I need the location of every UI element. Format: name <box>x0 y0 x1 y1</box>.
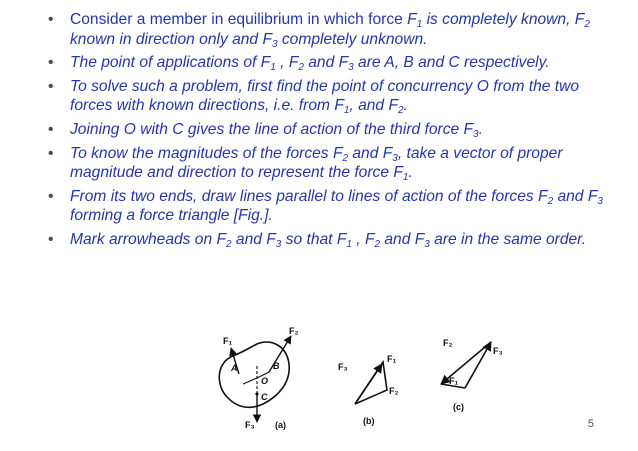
text-run: known in direction only and <box>70 30 263 48</box>
text-run: F <box>262 30 272 48</box>
caption-b: (b) <box>363 416 375 426</box>
figure-c <box>441 338 503 412</box>
label-b-f2: F₂ <box>389 386 399 396</box>
label-point-o: O <box>261 376 269 386</box>
subscript: 3 <box>392 152 398 164</box>
force-figure <box>205 322 505 434</box>
text-run: F <box>266 230 276 248</box>
bullet-dot: • <box>48 144 54 162</box>
text-run: F <box>414 230 425 248</box>
text-run: F <box>388 97 398 115</box>
text-run: are in the same order. <box>429 230 587 248</box>
text-run: F <box>382 144 393 162</box>
label-f3: F₃ <box>245 420 255 430</box>
text-run: are A, B and C respectively. <box>353 54 550 72</box>
subscript: 3 <box>275 238 282 250</box>
subscript: 2 <box>374 238 381 250</box>
text-run: completely unknown. <box>277 30 428 48</box>
label-f1: F₁ <box>223 336 233 346</box>
label-b-f1: F₁ <box>387 354 397 364</box>
bullet-item <box>48 120 618 140</box>
subscript: 1 <box>416 19 423 30</box>
text-run: F <box>334 97 344 115</box>
figure-a <box>219 326 298 430</box>
subscript: 1 <box>346 238 352 250</box>
text-run: Mark arrowheads on <box>70 230 217 248</box>
label-b-f3: F₃ <box>338 362 348 372</box>
subscript: 1 <box>402 172 409 184</box>
subscript: 2 <box>226 238 232 250</box>
bullet-dot: • <box>48 54 54 72</box>
text-run: F <box>336 230 347 248</box>
subscript: 1 <box>343 105 350 117</box>
text-run: F <box>538 187 548 205</box>
label-point-a: A <box>231 363 238 373</box>
text-run: F <box>463 120 474 138</box>
bullet-item <box>48 77 618 116</box>
bullet-item <box>48 53 618 73</box>
caption-c: (c) <box>453 402 464 412</box>
member-outline <box>219 342 289 407</box>
bullet-item <box>48 144 618 183</box>
label-f2: F₂ <box>289 326 299 336</box>
subscript: 3 <box>424 238 430 250</box>
text-run: F <box>393 164 403 182</box>
subscript: 3 <box>597 195 603 207</box>
label-c-f1: F₁ <box>449 376 459 386</box>
caption-a: (a) <box>275 420 286 430</box>
label-c-f2: F₂ <box>443 338 453 348</box>
text-run: F <box>587 187 598 205</box>
subscript: 3 <box>348 62 354 74</box>
bullet-dot: • <box>48 11 54 28</box>
bullet-item <box>48 10 618 49</box>
subscript: 3 <box>473 128 479 140</box>
bullet-dot: • <box>48 120 54 138</box>
subscript: 2 <box>397 105 404 117</box>
text-run: , and <box>349 97 389 115</box>
triangle-c-f3-arrow <box>465 342 491 388</box>
text-run: and <box>348 144 383 162</box>
text-run: F <box>574 11 585 28</box>
text-run: Consider a member in equilibrium in which force <box>70 11 408 28</box>
text-run: The point of applications of <box>70 54 261 72</box>
text-run: F <box>260 54 271 72</box>
text-run: and <box>553 187 588 205</box>
text-run: Joining O with C gives the line of action of the third force <box>70 120 464 138</box>
text-run: From its two ends, draw lines parallel to lines of action of the forces <box>70 187 539 205</box>
text-run: . <box>403 97 408 115</box>
text-run: F <box>332 144 343 162</box>
page-number: 5 <box>587 418 594 430</box>
label-point-b: B <box>273 361 280 371</box>
figure-b <box>338 354 399 426</box>
text-run: , take a vector of proper magnitude and direction to represent the force <box>70 144 563 182</box>
text-run: and <box>380 230 415 248</box>
text-run: To solve such a problem, first find the point of concurrency O from the two forces with known directions, i.e. from <box>70 77 580 115</box>
subscript: 2 <box>342 152 349 164</box>
point-c <box>255 392 258 395</box>
bullet-dot: • <box>48 77 54 95</box>
text-run: F <box>338 54 349 72</box>
text-run: F <box>364 230 375 248</box>
text-run: . <box>478 120 483 138</box>
text-run: F <box>216 230 227 248</box>
line-oa <box>243 378 257 384</box>
text-run: forming a force triangle [Fig.]. <box>70 207 273 225</box>
text-run: F <box>407 11 417 28</box>
subscript: 3 <box>271 38 278 50</box>
text-run: , <box>351 230 365 248</box>
bullet-dot: • <box>48 187 54 205</box>
text-run: is completely known, <box>422 11 575 28</box>
subscript: 2 <box>584 19 590 30</box>
bullet-item <box>48 187 618 226</box>
label-c-f3: F₃ <box>493 346 503 356</box>
bullet-item <box>48 230 618 250</box>
text-run: and <box>231 230 267 248</box>
text-run: and <box>303 54 339 72</box>
text-run: , <box>275 54 289 72</box>
label-point-c: C <box>261 392 268 402</box>
text-run: so that <box>281 230 337 248</box>
text-run: . <box>408 164 413 182</box>
text-run: F <box>288 54 299 72</box>
subscript: 2 <box>547 195 554 207</box>
subscript: 2 <box>298 62 304 74</box>
text-run: To know the magnitudes of the forces <box>70 144 333 162</box>
bullet-list <box>48 10 618 254</box>
bullet-dot: • <box>48 230 54 248</box>
subscript: 1 <box>270 62 276 74</box>
